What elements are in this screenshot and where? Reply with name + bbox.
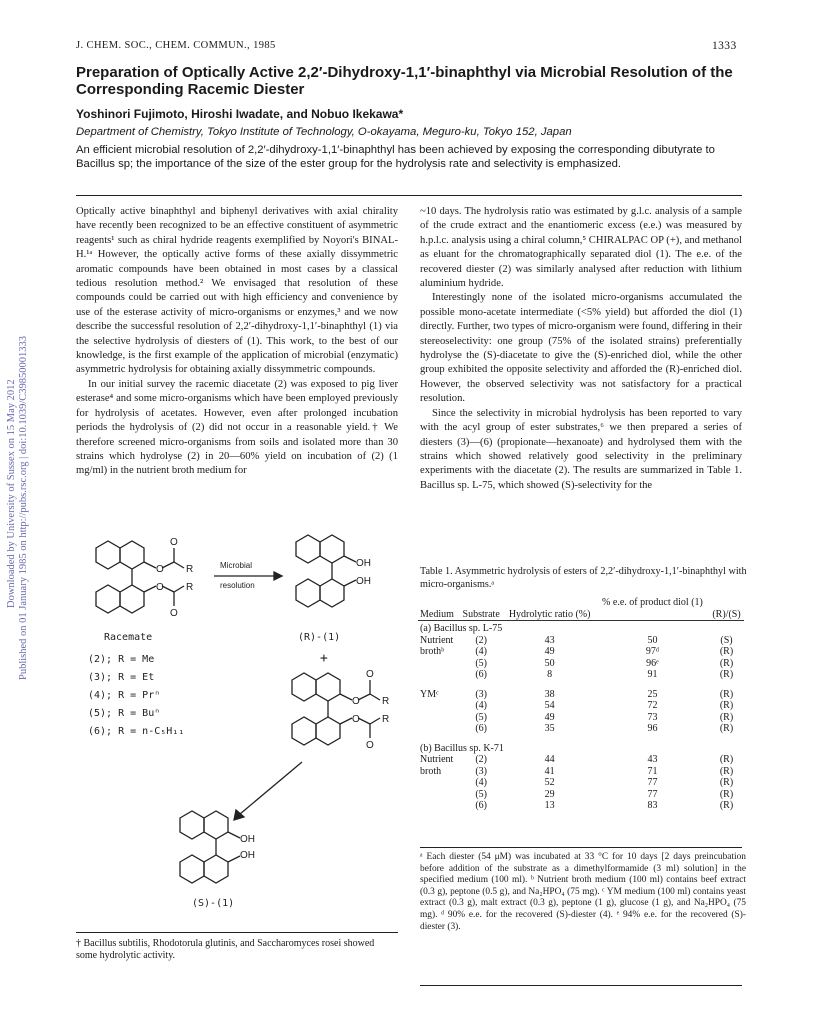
downloaded-notice: Downloaded by University of Sussex on 15 May 2012 (6, 379, 17, 608)
cell-rs: (R) (719, 765, 734, 777)
cell-rs: (R) (719, 688, 734, 700)
scheme-drawing (76, 528, 416, 928)
cell-medium (418, 777, 459, 789)
table-row (418, 658, 744, 670)
cell-medium (418, 789, 459, 801)
cell-substrate: (3) (475, 765, 487, 777)
cell-rs: (R) (719, 800, 734, 811)
oxygen-label: O (156, 582, 164, 593)
header-substrate (459, 597, 504, 609)
cell-substrate: (6) (475, 723, 487, 734)
oxygen-label: O (170, 537, 178, 548)
section-b-rows (418, 754, 744, 812)
department: Department of Chemistry, Tokyo Institute of Technology, O-okayama, Meguro-ku, Tokyo 152, Japan (76, 126, 572, 138)
cell-medium: broth (420, 765, 442, 777)
reagent-label-bottom: resolution (220, 581, 255, 590)
table-row (418, 646, 744, 658)
cell-ee: 91 (647, 669, 658, 680)
table-spacer (418, 735, 744, 743)
oxygen-label: O (352, 714, 360, 725)
cell-rs: (S) (720, 634, 733, 646)
table-bottom-rule (420, 847, 742, 848)
cell-medium (418, 800, 459, 812)
cell-ratio: 38 (544, 688, 555, 700)
table-section-row (418, 623, 744, 635)
table-row (418, 766, 744, 778)
download-notice (2, 250, 29, 680)
header-ratio (503, 597, 595, 609)
cell-ee: 97ᵈ (645, 646, 660, 657)
header-ee-spacer (596, 609, 709, 621)
cell-ee: 96ᵉ (646, 657, 659, 669)
cell-substrate: (2) (475, 754, 487, 765)
cell-ee: 73 (647, 711, 658, 723)
results-table (418, 597, 744, 812)
abstract-divider (76, 195, 742, 196)
body-left-column (76, 205, 398, 479)
table-row (418, 800, 744, 812)
cell-ratio: 44 (544, 754, 555, 765)
cell-rs: (R) (719, 754, 734, 765)
table-row (418, 669, 744, 681)
cell-ratio: 13 (544, 800, 555, 811)
footnote-rule (420, 985, 742, 986)
table-header-row (418, 609, 744, 621)
cell-ratio: 8 (547, 669, 553, 680)
cell-ee: 77 (647, 788, 658, 800)
r-definition: (6); R = n-C₅H₁₁ (88, 726, 185, 737)
table-row (418, 635, 744, 647)
dagger-footnote: † Bacillus subtilis, Rhodotorula glutinis, and Saccharomyces rosei showed some hydrolytic activity. (76, 938, 375, 961)
cell-substrate: (5) (475, 788, 487, 800)
cell-ee: 83 (647, 800, 658, 811)
r-label: R (382, 714, 390, 725)
reagent-label-top: Microbial (220, 561, 253, 570)
table-section-row (418, 743, 744, 755)
cell-medium: Nutrient (420, 634, 454, 646)
reaction-scheme (76, 528, 416, 928)
plus-sign: + (320, 651, 328, 666)
oxygen-label: O (156, 564, 164, 575)
racemate-label: Racemate (104, 632, 153, 643)
cell-ee: 72 (647, 700, 658, 711)
r-label: R (382, 696, 390, 707)
cell-ratio: 43 (544, 634, 555, 646)
cell-medium (418, 658, 459, 670)
s-product-label: (S)-(1) (192, 898, 235, 909)
cell-ee: 50 (647, 634, 658, 646)
cell-substrate: (6) (475, 669, 487, 680)
page-number: 1333 (712, 40, 737, 52)
oh-label: OH (356, 558, 371, 569)
oxygen-label: O (366, 669, 374, 680)
oxygen-label: O (366, 740, 374, 751)
cell-rs: (R) (719, 711, 734, 723)
header-ratio: Hydrolytic ratio (%) (508, 608, 591, 620)
cell-rs: (R) (719, 669, 734, 680)
cell-medium (418, 700, 459, 712)
body-paragraph: Since the selectivity in microbial hydrolysis has been reported to vary with the acyl group of ester substrates,⁶ we then prepared a series of diesters (3)—(6) (propionate—hexanoate) and hydrolysed them with the strains which showed relatively good selectivity in the preliminary experiments with the diacetate (2). The results are summarized in Table 1. Bacillus sp. L-75, which showed (S)-selectivity for the (420, 407, 742, 491)
r-label: R (186, 582, 194, 593)
section-b-label: (b) Bacillus sp. K-71 (420, 742, 504, 754)
oxygen-label: O (170, 608, 178, 619)
cell-substrate: (4) (475, 777, 487, 788)
body-paragraph: Optically active binaphthyl and biphenyl derivatives with axial chirality have recently been recognized to be an effective constituent of asymmetric reagents¹ such as chiral hydride reagents exemplified by Noyori's BINAL-H.¹ᵃ However, the optically active forms of these axially dissymmetric aromatic compounds have been obtained in most cases by a classical tedious resolution method.² We envisaged that resolution of these compounds could be carried out with high efficiency and convenience by use of the esterase activity of micro-organisms or enzymes,³ and we now describe the successful resolution of 2,2′-dihydroxy-1,1′-binaphthyl (1) via the selective hydrolysis of diesters of (1). This work, to the best of our knowledge, is the first example of the application of microbial (enzymatic) asymmetric hydrolysis for obtaining axially dissymmetric compounds. (76, 206, 398, 376)
ring (120, 585, 144, 613)
section-a-rows (418, 635, 744, 735)
cell-rs: (R) (719, 777, 734, 788)
table-row (418, 681, 744, 701)
cell-ratio: 35 (544, 723, 555, 734)
cell-ee: 77 (647, 777, 658, 788)
table-footnotes: ᵃ Each diester (54 μM) was incubated at 33 °C for 10 days [2 days preincubation before addition of the substrate as a dimethylformamide (3 ml) solution] in the specified medium (100 ml). ᵇ Nutrient broth medium (100 ml) contains beef extract (0.3 g), peptone (0.5 g), and Na₂HPO₄ (75 mg). ᶜ YM medium (100 ml) contains yeast extract (0.3 g), malt extract (0.3 g), peptone (1 g), glucose (1 g), and Na₂HPO₄ (75 mg). ᵈ 90% e.e. for the recovered (S)-diester (4). ᵉ 94% e.e. for the recovered (S)-diester (3). (420, 852, 746, 932)
cell-ee: 43 (647, 754, 658, 765)
body-right-column (420, 205, 742, 493)
oh-label: OH (356, 576, 371, 587)
cell-medium (418, 669, 459, 681)
body-paragraph: ~10 days. The hydrolysis ratio was estimated by g.l.c. analysis of a sample of the crude extract and the enantiomeric excess (e.e.) was measured by h.p.l.c. analysis using a chiral column,⁵ CHIRALPAC OP (+), and methanol as eluant for the chromatographically separated diol (1). The e.e. of the recovered diester (2) was similarly analysed after reduction with lithium aluminium hydride. (420, 206, 742, 290)
ring (120, 541, 144, 569)
r-product-label: (R)-(1) (298, 632, 341, 643)
cell-medium (418, 712, 459, 724)
cell-ratio: 49 (544, 711, 555, 723)
cell-medium (418, 723, 459, 735)
cell-rs: (R) (719, 788, 734, 800)
cell-ratio: 49 (544, 646, 555, 657)
cell-medium: Nutrient (420, 754, 454, 765)
cell-ratio: 54 (544, 700, 555, 711)
cell-ee: 25 (647, 688, 658, 700)
cell-ratio: 29 (544, 788, 555, 800)
oxygen-label: O (352, 696, 360, 707)
oh-label: OH (240, 850, 255, 861)
journal-header: J. CHEM. SOC., CHEM. COMMUN., 1985 (76, 40, 276, 51)
r-definition: (5); R = Buⁿ (88, 708, 161, 719)
table-row (418, 777, 744, 789)
published-notice: Published on 01 January 1985 on http://pubs.rsc.org | doi:10.1039/C39850001333 (18, 335, 29, 680)
cell-ee: 71 (647, 765, 658, 777)
r-label: R (186, 564, 194, 575)
cell-ee: 96 (647, 723, 658, 734)
header-medium: Medium (420, 608, 454, 620)
body-paragraph: In our initial survey the racemic diacetate (2) was exposed to pig liver esterase⁴ and some micro-organisms which have been employed previously for hydrolysis of acetates. However, even after prolonged incubation periods the hydrolysis of (2) did not occur in a reasonable yield.† We therefore screened micro-organisms from soils and isolated more than 30 strains which hydrolyse (2) in 20—60% yield on incubation of (2) (1 mg/ml) in the nutrient broth medium for (76, 378, 398, 477)
header-medium (418, 597, 459, 609)
cell-substrate: (6) (475, 800, 487, 811)
section-a-label: (a) Bacillus sp. L-75 (420, 623, 503, 634)
cell-rs: (R) (719, 723, 734, 734)
authors: Yoshinori Fujimoto, Hiroshi Iwadate, and Nobuo Ikekawa* (76, 107, 404, 121)
table-row (418, 700, 744, 712)
r-definition: (4); R = Prⁿ (88, 690, 161, 701)
article-title: Preparation of Optically Active 2,2′-Dihydroxy-1,1′-binaphthyl via Microbial Resolution of the Corresponding Racemic Diester (76, 64, 733, 98)
abstract: An efficient microbial resolution of 2,2′-dihydroxy-1,1′-binaphthyl has been achieved by exposing the corresponding dibutyrate to Bacillus sp; the importance of the size of the ester group for the hydrolysis rate and selectivity is emphasized. (76, 144, 715, 170)
header-ee: % e.e. of product diol (1) (602, 597, 703, 608)
header-substrate: Substrate (462, 608, 500, 620)
cell-medium: YMᶜ (420, 688, 439, 700)
cell-substrate: (3) (475, 688, 487, 700)
cell-ratio: 41 (544, 765, 555, 777)
cell-substrate: (5) (475, 711, 487, 723)
cell-rs: (R) (719, 657, 734, 669)
cell-rs: (R) (719, 700, 734, 711)
body-paragraph: Interestingly none of the isolated micro-organisms accumulated the possible mono-acetate intermediate (<5% yield) but afforded the diol (1) directly. Further, two types of micro-organism were found, differing in their stereoselectivity: one group (75% of the isolated strains) preferentially hydrolyse the (S)-diacetate to give the (S)-enriched diol, while the other group exhibited the opposite selectivity and afforded the (R)-enriched diol. However, the observed selectivity was not satisfactory for a practical resolution. (420, 292, 742, 405)
r-definition: (3); R = Et (88, 672, 155, 683)
table-caption: Table 1. Asymmetric hydrolysis of esters of 2,2′-dihydroxy-1,1′-binaphthyl with micro-organisms.ᵃ (420, 566, 747, 590)
ring (96, 541, 120, 569)
oh-label: OH (240, 834, 255, 845)
footnote-divider (76, 932, 398, 933)
cell-substrate: (4) (475, 700, 487, 711)
table-row (418, 712, 744, 724)
cell-rs: (R) (719, 646, 734, 657)
table-row (418, 789, 744, 801)
header-rs: (R)/(S) (712, 608, 741, 620)
cell-substrate: (2) (475, 634, 487, 646)
cell-ratio: 50 (544, 657, 555, 669)
cell-substrate: (4) (475, 646, 487, 657)
table-row (418, 754, 744, 766)
r-definition: (2); R = Me (88, 654, 155, 665)
table-header-row (418, 597, 744, 609)
header-rs (709, 597, 744, 609)
cell-medium: brothᵇ (420, 646, 445, 657)
table-row (418, 723, 744, 735)
ring (96, 585, 120, 613)
cell-ratio: 52 (544, 777, 555, 788)
cell-substrate: (5) (475, 657, 487, 669)
